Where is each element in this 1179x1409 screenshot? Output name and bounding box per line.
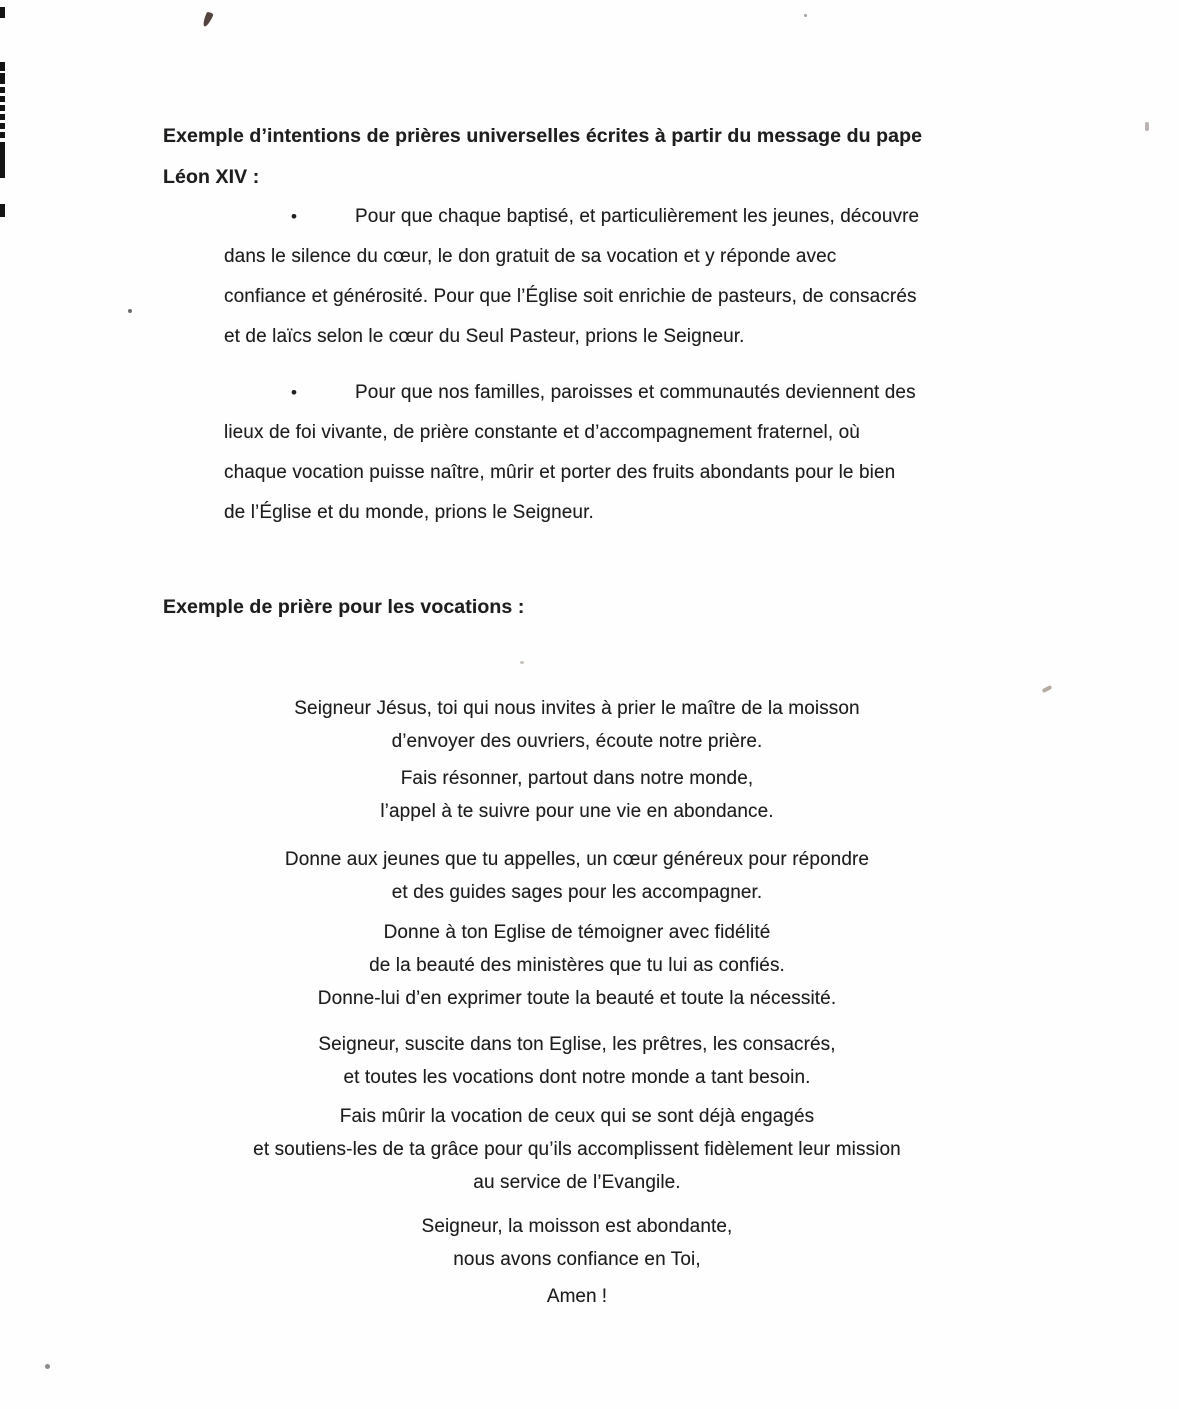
scan-edge-mark	[0, 114, 5, 120]
bullet-line: de l’Église et du monde, prions le Seigneur.	[224, 502, 594, 523]
prayer-line: Fais mûrir la vocation de ceux qui se sont déjà engagés	[339, 1106, 815, 1127]
bullet-line: confiance et générosité. Pour que l’Église soit enrichie de pasteurs, de consacrés	[224, 286, 917, 307]
amen-line: Amen !	[546, 1286, 608, 1307]
prayer-line: et toutes les vocations dont notre monde a tant besoin.	[343, 1067, 811, 1088]
bullet-line: chaque vocation puisse naître, mûrir et porter des fruits abondants pour le bien	[224, 462, 896, 483]
intentions-heading	[163, 116, 1013, 198]
prayer-line: Donne à ton Eglise de témoigner avec fidélité	[383, 922, 771, 943]
prayer-line: nous avons confiance en Toi,	[453, 1249, 701, 1270]
bullet-line: dans le silence du cœur, le don gratuit de sa vocation et y réponde avec	[224, 246, 837, 267]
scan-speck	[520, 661, 524, 664]
prayer-line: et soutiens-les de ta grâce pour qu’ils accomplissent fidèlement leur mission	[253, 1139, 901, 1160]
prayer-stanza	[0, 843, 1154, 909]
scan-edge-mark	[0, 96, 5, 102]
prayer-stanza	[0, 692, 1154, 758]
scan-edge-mark	[0, 62, 5, 71]
bullet-line: Pour que chaque baptisé, et particulièrement les jeunes, découvre	[355, 206, 920, 227]
prayer-stanza	[0, 916, 1154, 1015]
prayer-line: d’envoyer des ouvriers, écoute notre prière.	[391, 731, 763, 752]
prayer-line: Donne-lui d’en exprimer toute la beauté et toute la nécessité.	[317, 988, 837, 1009]
scan-edge-mark	[0, 123, 5, 129]
prayer-line: au service de l’Evangile.	[473, 1172, 681, 1193]
prayer-line: de la beauté des ministères que tu lui as confiés.	[369, 955, 785, 976]
prayer-heading: Exemple de prière pour les vocations :	[163, 596, 525, 618]
prayer-line: Seigneur, la moisson est abondante,	[421, 1216, 733, 1237]
scan-speck	[804, 14, 807, 17]
scan-edge-mark	[0, 204, 5, 217]
scan-edge-mark	[0, 87, 5, 93]
scan-edge-mark	[0, 105, 5, 111]
heading-line: Léon XIV :	[163, 166, 260, 188]
prayer-line: Seigneur Jésus, toi qui nous invites à prier le maître de la moisson	[294, 698, 860, 719]
prayer-stanza	[0, 1028, 1154, 1094]
bullet-line: Pour que nos familles, paroisses et communautés deviennent des	[355, 382, 916, 403]
bullet-item	[224, 197, 1024, 357]
bullet-marker: •	[291, 207, 298, 226]
scan-edge-mark	[0, 132, 5, 138]
prayer-stanza	[0, 1100, 1154, 1199]
scan-edge-mark	[0, 142, 5, 178]
prayer-line: Donne aux jeunes que tu appelles, un cœur généreux pour répondre	[284, 849, 870, 870]
prayer-stanza	[0, 1210, 1154, 1276]
prayer-stanza	[0, 762, 1154, 828]
prayer-line: Fais résonner, partout dans notre monde,	[400, 768, 754, 789]
bullet-line: lieux de foi vivante, de prière constante et d’accompagnement fraternel, où	[224, 422, 860, 443]
scan-speck	[128, 309, 132, 313]
scan-edge-mark	[0, 73, 5, 84]
scan-speck	[45, 1364, 50, 1369]
bullet-marker: •	[291, 383, 298, 402]
pen-tick-mark	[201, 11, 213, 28]
prayer-line: Seigneur, suscite dans ton Eglise, les prêtres, les consacrés,	[318, 1034, 836, 1055]
bullet-item	[224, 373, 1024, 533]
bullet-line: et de laïcs selon le cœur du Seul Pasteur, prions le Seigneur.	[224, 326, 745, 347]
scan-speck	[1145, 122, 1149, 131]
prayer-line: et des guides sages pour les accompagner.	[391, 882, 763, 903]
heading-line: Exemple d’intentions de prières universelles écrites à partir du message du pape	[163, 125, 923, 147]
prayer-line: l’appel à te suivre pour une vie en abondance.	[380, 801, 774, 822]
scan-edge-mark	[0, 7, 5, 18]
